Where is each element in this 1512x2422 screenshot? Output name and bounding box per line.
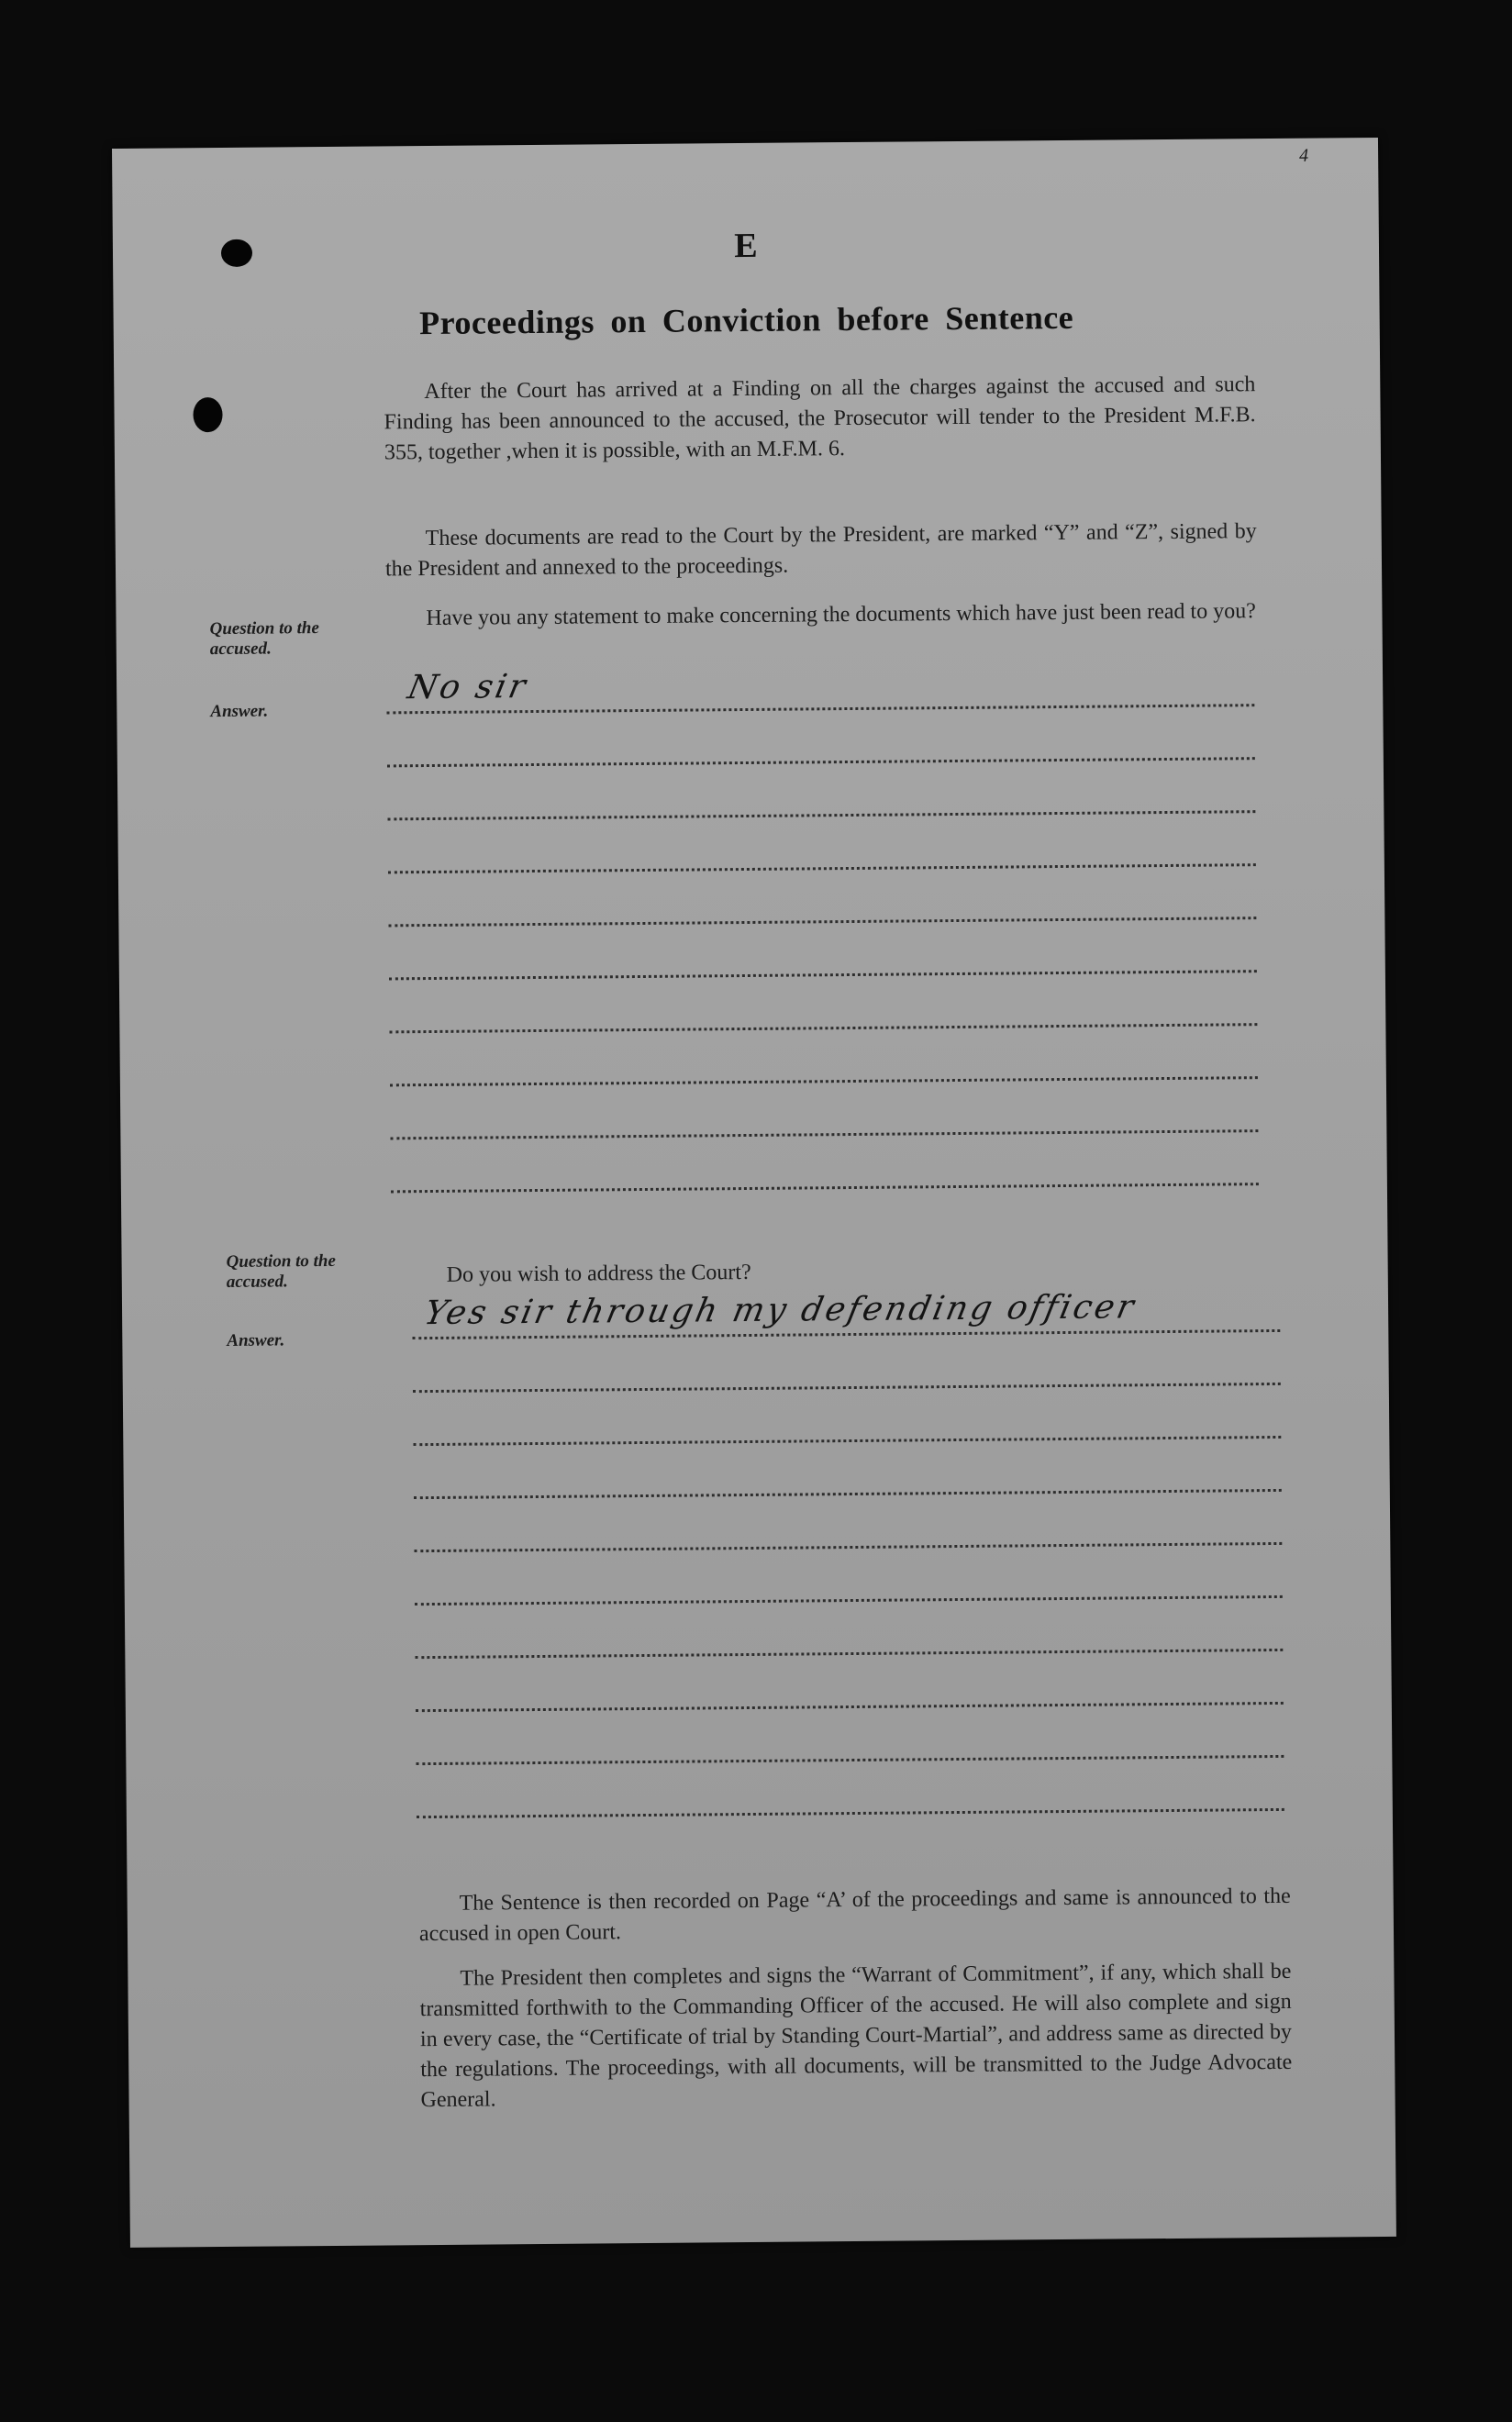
answer-2-label: Answer. (227, 1330, 285, 1350)
answer-line (414, 1542, 1282, 1552)
answer-line (387, 757, 1255, 767)
answer-line (389, 1023, 1257, 1033)
intro-paragraph-2: These documents are read to the Court by the President, are marked “Y” and “Z”, signed by the President and annexed to the proceedings. (384, 519, 1257, 582)
page-title: Proceedings on Conviction before Sentence (418, 298, 1074, 342)
answer-line (389, 970, 1257, 980)
answer-2-handwriting: Yes sir through my defending officer (420, 1288, 1140, 1333)
answer-line (390, 1076, 1258, 1086)
answer-line (414, 1489, 1282, 1499)
answer-line (391, 1183, 1259, 1193)
question-2-text: Do you wish to address the Court? (446, 1260, 751, 1287)
answer-line (417, 1808, 1284, 1818)
answer-line (387, 810, 1255, 820)
closing-paragraph-1: The Sentence is then recorded on Page “A’ of the proceedings and same is announced to the accused in open Court. (418, 1883, 1291, 1947)
question-2-side-label: Question to the accused. (226, 1250, 336, 1292)
answer-line (416, 1702, 1284, 1712)
question-1-text: Have you any statement to make concerning the documents which have just been read to you? (426, 599, 1256, 631)
answer-1-handwriting: No sir (404, 668, 532, 707)
answer-line (413, 1436, 1281, 1446)
answer-2-lines (112, 138, 1378, 149)
form-page (112, 138, 1396, 2248)
answer-line (416, 1755, 1284, 1765)
page-mark: 4 (1299, 145, 1309, 166)
answer-line (415, 1595, 1283, 1605)
answer-1-label: Answer. (210, 701, 269, 722)
closing-paragraph-2: The President then completes and signs the “Warrant of Commitment”, if any, which shall be transmitted forthwith to the Commanding Officer of the accused. He will also complete and sign in every case, the “Certificate of trial by Standing Court-Martial”, and address same as directed by the regulations. The proceedings, with all documents, will be transmitted to the Judge Advocate General. (419, 1959, 1293, 2113)
answer-line (415, 1649, 1283, 1659)
punch-hole-bottom (193, 397, 222, 432)
section-letter: E (734, 226, 758, 266)
answer-line (388, 863, 1256, 873)
question-1-side-label: Question to the accused. (209, 618, 319, 660)
answer-1-lines (112, 138, 1378, 149)
intro-paragraph-1: After the Court has arrived at a Finding on all the charges against the accused and such Finding has been announced to the accused, the Prosecutor will tender to the President M.F.B. 355, together ,when it is possible, with an M.F.M. 6. (384, 372, 1256, 465)
answer-line (388, 917, 1256, 927)
answer-line (390, 1129, 1258, 1139)
answer-line (413, 1383, 1281, 1393)
